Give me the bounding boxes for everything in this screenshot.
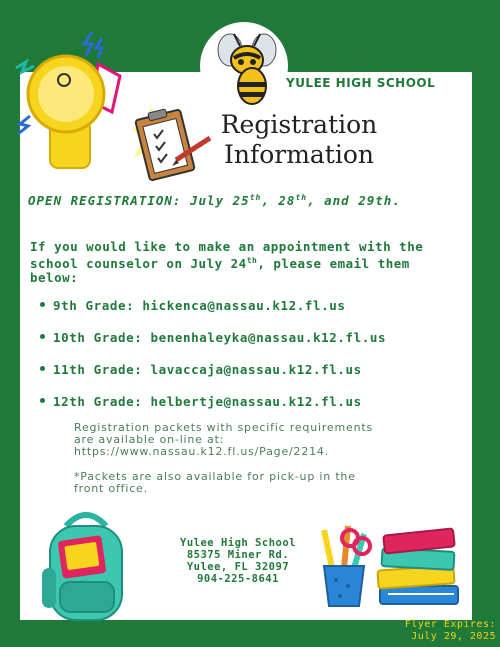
school-address (178, 537, 298, 585)
note-line: front office. (74, 482, 148, 495)
counselor-email[interactable]: benenhaleyka@nassau.k12.fl.us (150, 330, 387, 345)
address-city: Yulee, FL 32097 (186, 561, 290, 573)
packets-note (74, 422, 434, 458)
grade-label: 10th Grade: (53, 330, 143, 345)
list-item (40, 298, 386, 330)
note-line: are available on-line at: (74, 433, 225, 446)
grade-label: 11th Grade: (53, 362, 143, 377)
flyer-expiration (392, 619, 496, 643)
expires-label: Flyer Expires: (404, 619, 496, 630)
intro-text: , please email them below: (30, 256, 410, 286)
bullet-icon (40, 366, 45, 371)
ordinal-suffix: th (246, 256, 258, 265)
counselor-email-list (40, 298, 386, 426)
pickup-note (74, 471, 434, 495)
grade-label: 9th Grade: (53, 298, 135, 313)
open-registration (28, 193, 401, 208)
address-phone: 904-225-8641 (197, 573, 279, 585)
open-registration-label: OPEN REGISTRATION: (28, 193, 182, 209)
school-name: YULEE HIGH SCHOOL (286, 76, 436, 90)
expires-date: July 29, 2025 (411, 631, 496, 642)
packets-link[interactable]: https://www.nassau.k12.fl.us/Page/2214. (74, 445, 330, 458)
note-line: Registration packets with specific requirements (74, 421, 373, 434)
ordinal-suffix: th (295, 193, 308, 202)
yellow-jacket-mascot-icon (212, 28, 282, 106)
list-item (40, 362, 386, 394)
alarm-bell-icon (8, 24, 128, 154)
pencil-cup-icon (314, 524, 374, 608)
clipboard-checklist-icon (132, 100, 222, 190)
backpack-icon (36, 508, 136, 626)
open-registration-date: July 25 (190, 193, 250, 209)
address-street: 85375 Miner Rd. (186, 549, 290, 561)
grade-label: 12th Grade: (53, 394, 143, 409)
list-item (40, 330, 386, 362)
title-line-2: Information (223, 140, 375, 169)
note-line: *Packets are also available for pick-up in the (74, 470, 356, 483)
open-registration-date: , and 29th. (307, 193, 401, 209)
appointment-intro (30, 240, 450, 285)
bullet-icon (40, 398, 45, 403)
bullet-icon (40, 334, 45, 339)
book-stack-icon (374, 524, 462, 608)
counselor-email[interactable]: lavaccaja@nassau.k12.fl.us (150, 362, 362, 377)
counselor-email[interactable]: hickenca@nassau.k12.fl.us (142, 298, 346, 313)
title-line-1: Registration (220, 110, 378, 139)
intro-text: If you would like to make an appointment with the school counselor on July 24 (30, 239, 424, 272)
open-registration-date: , 28 (261, 193, 296, 209)
ordinal-suffix: th (249, 193, 262, 202)
address-name: Yulee High School (180, 537, 296, 549)
counselor-email[interactable]: helbertje@nassau.k12.fl.us (150, 394, 362, 409)
page-title (214, 110, 384, 170)
bullet-icon (40, 302, 45, 307)
